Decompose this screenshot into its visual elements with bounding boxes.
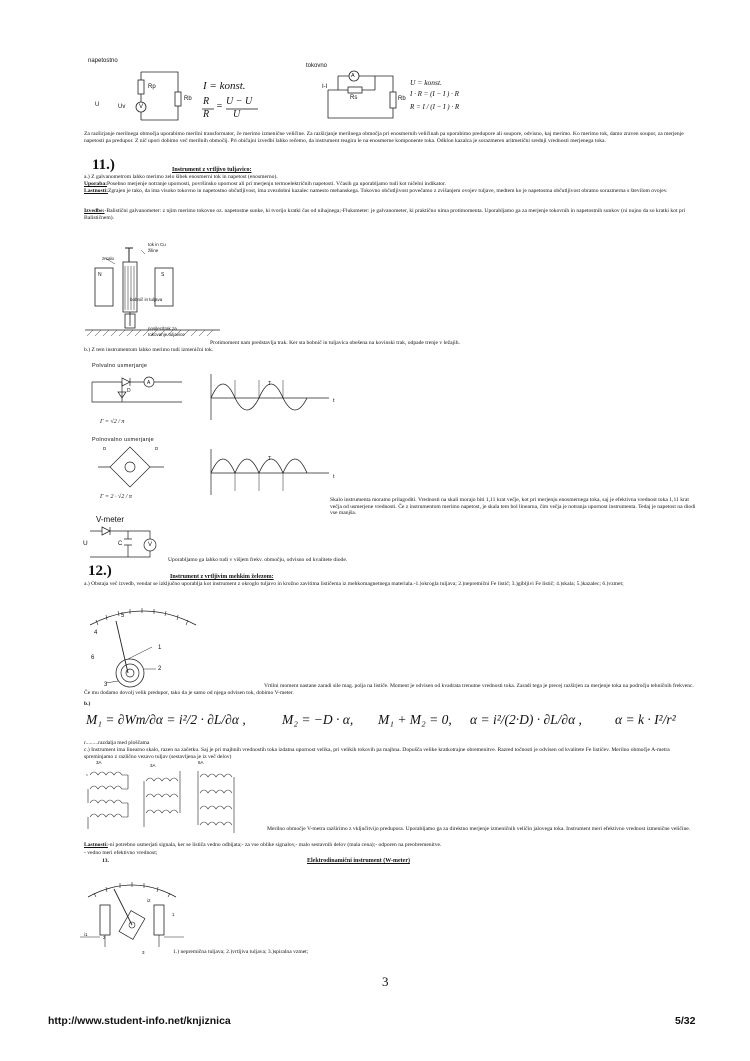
moving-iron-num-2: 2 bbox=[158, 666, 162, 672]
label-rb2: Rb bbox=[398, 96, 406, 102]
amp-label-3: 6A bbox=[198, 760, 204, 765]
fig-bobnic: bobnič in tuljava bbox=[130, 297, 163, 302]
half-t: T bbox=[268, 381, 272, 387]
vmeter-v: V bbox=[148, 542, 153, 548]
s12-vrtilni: Vrtilni moment nastane zaradi sile mag. polja na lističe. Moment je odvisen od kvadrata trenutne vrednosti toka. Zaradi tega je precej razširjen za merjenje toka na področju tehničnih frekvenc. Če mu dodamo dovolj velik predupor, tako da je samo od njega odvisen tok, dobimo V-meter. bbox=[84, 683, 694, 696]
wattmeter-2: 2 bbox=[103, 935, 106, 940]
vmeter-label: V-meter bbox=[96, 515, 125, 524]
label-uv: Uv bbox=[118, 104, 126, 110]
vmeter-c: C bbox=[118, 541, 123, 547]
wattmeter-1: 1 bbox=[172, 912, 175, 917]
moving-iron-num-6: 6 bbox=[91, 655, 95, 661]
full-wave-bridge bbox=[98, 445, 168, 490]
full-wave-label: Polnovalno usmerjanje bbox=[92, 437, 154, 443]
s11-a: a.) Z galvanometrom lahko merimo zelo šibek enosmerni tok in napetost (enosmerno). bbox=[84, 174, 278, 180]
full-formula: Γ = 2 · √2 / π bbox=[100, 494, 132, 500]
s12-merilno: Merilno območje V-metra razširimo z vključitvijo predupora. Uporabljamo ga za direktno merjenje izmeničnih veličin jalovega toka. Instrument meri efektivno vrednost izmenične veličine. bbox=[267, 826, 691, 832]
fig-n: N bbox=[98, 272, 102, 278]
formula-ia-ra: I · R = (I − I ) · R bbox=[410, 90, 459, 98]
amp-label-2: 3A bbox=[150, 763, 156, 768]
half-wave-circuit bbox=[92, 372, 192, 417]
amp-label-1: 3A bbox=[96, 760, 102, 765]
section-12-number: 12.) bbox=[88, 563, 112, 579]
s12-eq5: α = k · I²/r² bbox=[615, 712, 676, 727]
paragraph-range-extension: Za razširjanje merilnega območja uporabimo merilni transformator, če merimo izmenične veličine. Za razširjanje merilnega območja pri enosmernih veličinah pa uporabimo predupore ali soupore, odvisno, kaj merimo. Ko merimo tok, damo zraven soupor, za merjenje napetosti pa predupor. Z nič upori dobimo več merilnih območij. Pri običajni izvedbi lahko rečemo, da instrument reagira le na enosmerne komponente toka. Odklon kazalca je sorazmeren aritmetični srednji vrednosti merjenega toka. bbox=[84, 131, 684, 144]
moving-iron-figure bbox=[88, 603, 198, 693]
page-number: 3 bbox=[382, 974, 389, 989]
s11-izvedbe-heading: Izvedbe: bbox=[84, 208, 105, 214]
label-napetostno: napetostno bbox=[88, 58, 118, 64]
footer-page-count: 5/32 bbox=[675, 1015, 696, 1027]
formula-rv: R bbox=[203, 109, 210, 120]
s11-protimoment: Protimoment nam predstavlja trak. Ker sta bobnič in tuljavica obešena na kovinski trak, odpade trenje v ležajih. bbox=[210, 340, 460, 346]
label-tokovno: tokovno bbox=[306, 63, 328, 69]
fig-tok: tok in Cu bbox=[148, 242, 166, 247]
label-rb: Rb bbox=[184, 96, 192, 102]
formula-u-konst: U = konst. bbox=[410, 78, 442, 87]
formula-u-minus-uv: U − U bbox=[226, 96, 253, 107]
fig-nosilec-1: nosilec/trak za bbox=[148, 326, 177, 331]
formula-rp: R bbox=[203, 96, 210, 107]
full-d1: D bbox=[103, 446, 107, 451]
section-11-number: 11.) bbox=[92, 157, 115, 173]
label-ia: I-I bbox=[322, 84, 328, 90]
s12-b: b.) bbox=[84, 701, 91, 707]
s11-lastnosti-heading: Lastnosti: bbox=[84, 188, 108, 194]
wattmeter-figure bbox=[80, 877, 185, 957]
rb-resistor bbox=[175, 92, 181, 106]
wattmeter-3: 3 bbox=[142, 950, 145, 955]
rb2-resistor bbox=[390, 92, 396, 108]
moving-iron-num-1: 1 bbox=[158, 645, 162, 651]
full-t: T bbox=[268, 456, 272, 462]
s11-lastnosti: Lastnosti:Zgrajen je tako, da ima visoko tokovno in napetostno občutljivost, ima zvezdobni kazalec namesto mehanskega. Tokovno občutljivost povečamo z zvišanjem ovojev tuljave, medtem ko je napetostna občutljivost obratno sorazmerna s številom ovojev. bbox=[84, 188, 668, 194]
moving-iron-num-4: 4 bbox=[94, 630, 98, 636]
half-t-axis: t bbox=[333, 398, 335, 404]
fig-s: S bbox=[161, 272, 165, 278]
s11-uporaba-heading: Uporaba: bbox=[84, 181, 107, 187]
s12-eq2: M₂ = −D · α, bbox=[282, 712, 354, 727]
full-wave-graph bbox=[207, 447, 332, 497]
s12-a: a.) Obstaja več izvedb, vendar se izključno uporablja kot instrument z okroglo tuljavo in krožno zavitima lističema iz mehkomagnetnega materiala.-1.)okrogla tuljava; 2.)nepremični Fe listič; 3.)gibljivi Fe listič; 4.)skala; 5.)kazalec; 6.)vzmet; bbox=[84, 581, 624, 587]
wattmeter-i2: i2 bbox=[147, 898, 151, 903]
fig-zrcalo: zrcalo bbox=[102, 256, 115, 261]
s12-eq4: α = i²/(2·D) · ∂L/∂α , bbox=[470, 712, 582, 727]
s12-eq1: M₁ = ∂Wm/∂α = i²/2 · ∂L/∂α , bbox=[86, 712, 246, 727]
s11-uporaba: Uporaba:Posebno merjenje notranje upornosti, površinsko upornost ali pri merjenju termoelektričnih napetosti. Včasih ga uporabljamo tudi kot ničelni indikator. bbox=[84, 181, 446, 187]
section-12-title: Instrument z vrtljivim mehkim železom: bbox=[170, 574, 274, 580]
rp-resistor bbox=[138, 80, 144, 94]
s12-r-line: r.........razdalja med ploščama bbox=[84, 740, 150, 746]
section-13-number: 13. bbox=[102, 858, 109, 864]
section-11-title: Instrument z vrtljivo tuljavico: bbox=[172, 167, 252, 173]
s11-izvedbe: Izvedbe:-Balistični galvanometer: z njim merimo tokovne oz. napetostne sunke, ki tvorijo kratki čas od nihajnega;-Fluksmeter: je galvanometer, ki praktično nima protimomenta. Uporabljamo ga za merjenje tokovnih in napetostnih sunkov (ni nujno da so kratki kot pri Balističnem). bbox=[84, 208, 686, 221]
label-u: U bbox=[95, 102, 100, 108]
s12-eq3: M₁ + M₂ = 0, bbox=[378, 712, 452, 727]
s11-b: b.) Z tem instrumentom lahko merimo tudi izmenični tok. bbox=[84, 347, 214, 353]
label-a: A bbox=[351, 73, 355, 79]
footer-url[interactable]: http://www.student-info.net/knjiznica bbox=[48, 1015, 231, 1027]
full-d2: D bbox=[155, 446, 159, 451]
section-13-title: Elektrodinamični instrument (W-meter) bbox=[307, 858, 410, 864]
s12-c: c.) Instrument ima linearno skalo, razen na začetku. Saj je pri majhnih vrednostih toka izdatna upornost velika, pri velikih tokovih pa majhna. Dopušča velike kratkotrajne obremenitve. Razred točnosti je odvisen od kvalitete Fe lističev. Merilno območje A-metra spreminjamo z različno vezavo tuljav (sestavljena je iz več delov) bbox=[84, 747, 670, 760]
s12-vedno: - vedno meri efektivno vrednost; bbox=[84, 850, 158, 856]
half-a: A bbox=[147, 380, 151, 386]
wattmeter-i1: i1 bbox=[84, 932, 88, 937]
half-formula: Γ = √2 / π bbox=[100, 419, 125, 425]
vmeter-u: U bbox=[83, 540, 88, 547]
s12-lastnosti: Lastnosti:-ni potrebno usmerjati signala, ker se lističa vedno odbijata;- za vse oblike signalov,- malo sestavnih delov (mala cena);- odporen na preobremenitve. bbox=[84, 842, 442, 848]
moving-iron-num-3: 3 bbox=[104, 682, 108, 688]
fig-nosilec-2: tokovanje tuljavice bbox=[148, 332, 185, 337]
label-rs: Rs bbox=[350, 95, 358, 101]
rs-resistor bbox=[348, 87, 362, 93]
formula-rs: R = I / (I − I ) · R bbox=[410, 103, 460, 111]
s11-skalo: Skalo instrumenta moramo prilagoditi. Vrednosti na skali morajo biti 1,11 krat večje, kot pri merjenju enosmernega toka, saj je efektivna vrednost toka 1,11 krat večja od usmerjene vrednosti. Če z instrumentom merimo napetost, je skala tem bol linearna, čim večja je notranja upornost instrumenta. Tedaj je napetost na diodi vse manjša. bbox=[330, 497, 696, 517]
formula-uv: U bbox=[233, 109, 241, 120]
half-wave-label: Polvalno usmerjanje bbox=[92, 363, 148, 369]
label-v: V bbox=[139, 104, 144, 110]
full-t-axis: t bbox=[333, 474, 335, 480]
s13-caption: 1.) nepremična tuljava; 2.)vrtljiva tuljava; 3.)spiralna vzmet; bbox=[173, 949, 309, 955]
s12-lastnosti-heading: Lastnosti: bbox=[84, 842, 108, 848]
formula-i-konst: I = konst. bbox=[203, 80, 246, 92]
half-wave-graph bbox=[207, 372, 332, 422]
label-rp: Rp bbox=[148, 84, 156, 90]
fraction-bar bbox=[202, 108, 262, 110]
fig-ziline: žiline bbox=[148, 248, 159, 253]
moving-iron-num-5: 5 bbox=[121, 613, 125, 619]
s11-uporabljamo: Uporabljamo ga lahko tudi v višjem frekv. območju, odvisno od kvalitete diode. bbox=[168, 557, 348, 563]
half-d1: D bbox=[127, 388, 131, 394]
